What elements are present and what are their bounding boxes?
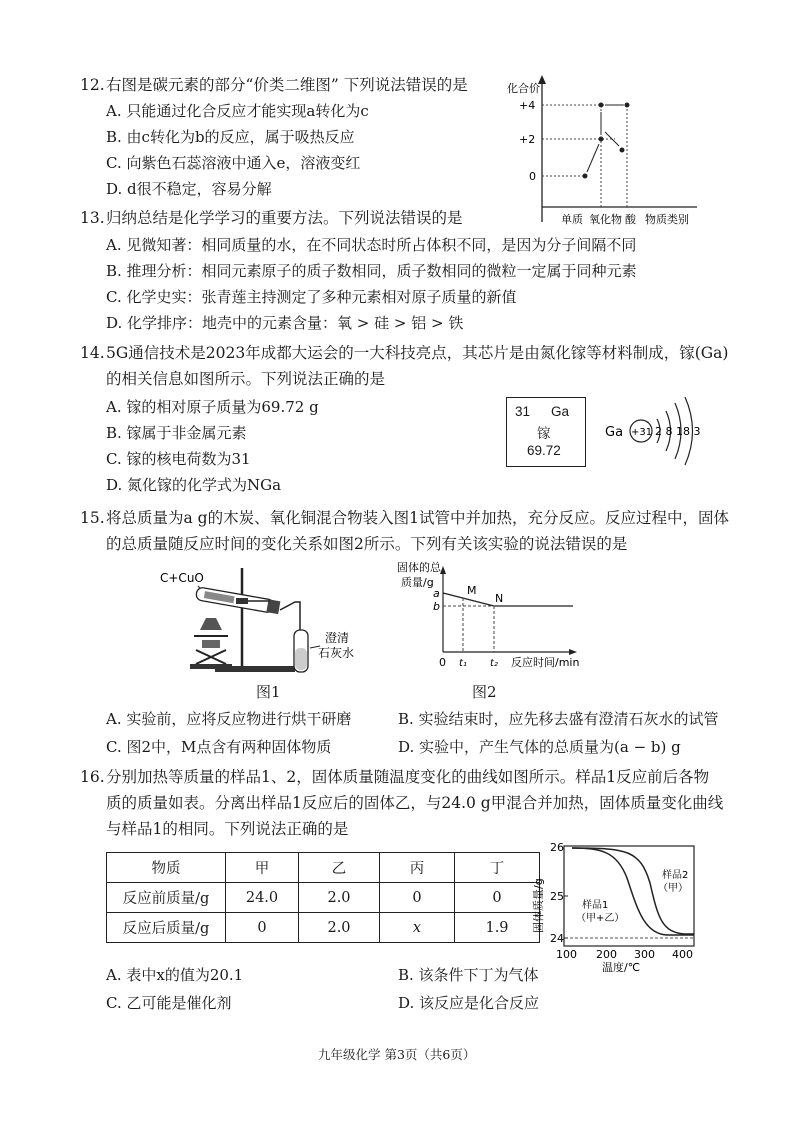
table-cell: 反应前质量/g [107, 883, 226, 913]
q16-stem-line3: 与样品1的相同。下列说法正确的是 [106, 820, 349, 838]
element-atomic-number: 31 [515, 404, 531, 419]
q15-option-c: C. 图2中，M点含有两种固体物质 [106, 738, 332, 756]
q14-number: 14. [80, 344, 105, 362]
q13-stem: 归纳总结是化学学习的重要方法。下列说法错误的是 [106, 209, 463, 227]
table-header-cell: 物质 [107, 853, 226, 883]
q12-xtick-element: 单质 [561, 213, 583, 226]
table-header-row [107, 853, 540, 883]
table-cell: 2.0 [299, 913, 380, 943]
q12-valence-chart [505, 72, 705, 232]
table-cell: 0 [226, 913, 299, 943]
table-cell: 2.0 [299, 883, 380, 913]
fig2-ylabel-line1: 固体的总 [397, 561, 441, 574]
atom-shells: 2 8 18 3 [655, 425, 701, 438]
fig2-label-b: b [433, 600, 440, 613]
element-name: 镓 [537, 426, 551, 441]
q16-legend-sample1-sub: （甲+乙） [576, 913, 625, 924]
q16-option-b: B. 该条件下丁为气体 [398, 966, 539, 984]
q15-stem-line1: 将总质量为a g的木炭、氧化铜混合物装入图1试管中并加热，充分反应。反应过程中，固体 [106, 509, 729, 527]
element-card-ga [506, 397, 586, 467]
table-row [107, 883, 540, 913]
q15-figure2-mass-time-graph [395, 560, 585, 672]
q12-option-a: A. 只能通过化合反应才能实现a转化为c [106, 102, 369, 120]
q15-figure1-apparatus [150, 560, 380, 700]
table-header-cell: 甲 [226, 853, 299, 883]
table-cell: 反应后质量/g [107, 913, 226, 943]
q16-ytick-25: 25 [550, 890, 564, 903]
fig2-point-n: N [495, 592, 504, 605]
q15-option-a: A. 实验前，应将反应物进行烘干研磨 [106, 710, 352, 728]
fig2-xlabel: 反应时间/min [511, 656, 580, 669]
q16-mass-temperature-chart [522, 838, 702, 972]
fig2-label-a: a [433, 587, 440, 600]
q16-stem-line1: 分别加热等质量的样品1、2，固体质量随温度变化的曲线如图所示。样品1反应前后各物 [106, 768, 710, 786]
q12-xtick-acid: 酸 [625, 213, 636, 226]
q13-option-a: A. 见微知著：相同质量的水，在不同状态时所占体积不同，是因为分子间隔不同 [106, 236, 637, 254]
q16-xtick-300: 300 [634, 948, 655, 961]
q12-option-d: D. d很不稳定，容易分解 [106, 180, 272, 198]
q12-option-c: C. 向紫色石蕊溶液中通入e，溶液变红 [106, 154, 361, 172]
q16-option-a: A. 表中x的值为20.1 [106, 966, 244, 984]
q12-stem: 右图是碳元素的部分“价类二维图” 下列说法错误的是 [106, 76, 468, 94]
table-cell: 0 [380, 883, 455, 913]
q15-option-d: D. 实验中，产生气体的总质量为(a − b) g [398, 738, 681, 756]
element-symbol: Ga [551, 404, 570, 419]
q12-option-b: B. 由c转化为b的反应，属于吸热反应 [106, 128, 355, 146]
q12-ytick-2: +2 [519, 133, 536, 146]
atom-symbol: Ga [605, 425, 624, 440]
table-header-cell: 丁 [455, 853, 540, 883]
q16-legend-sample1: 样品1 [582, 900, 609, 911]
ga-atom-structure [600, 395, 712, 471]
q16-number: 16. [80, 768, 105, 786]
q15-fig2-caption: 图2 [472, 683, 497, 701]
fig2-t1: t₁ [459, 658, 467, 669]
table-cell: 0 [455, 883, 540, 913]
fig2-origin: 0 [439, 656, 446, 669]
page-footer: 九年级化学 第3页（共6页） [318, 1047, 476, 1062]
q14-stem-line1: 5G通信技术是2023年成都大运会的一大科技亮点，其芯片是由氮化镓等材料制成，镓(Ga) [106, 344, 729, 362]
fig2-point-m: M [467, 584, 477, 597]
table-cell: x [380, 913, 455, 943]
q12-ytick-4: +4 [519, 99, 536, 112]
table-cell: 24.0 [226, 883, 299, 913]
q16-mass-table [106, 852, 540, 943]
q12-chart-ylabel: 化合价 [507, 82, 540, 95]
q14-option-d: D. 氮化镓的化学式为NGa [106, 476, 282, 494]
q12-number: 12. [80, 76, 105, 94]
table-header-cell: 丙 [380, 853, 455, 883]
atom-nucleus: +31 [631, 427, 653, 438]
q16-option-d: D. 该反应是化合反应 [398, 994, 540, 1012]
q16-legend-sample2: 样品2 [662, 870, 689, 881]
q16-ytick-24: 24 [550, 932, 564, 945]
q12-ytick-0: 0 [529, 170, 536, 183]
table-cell: 1.9 [455, 913, 540, 943]
fig1-label-limewater: 石灰水 [318, 646, 355, 660]
fig2-t2: t₂ [490, 658, 498, 669]
q16-legend-sample2-sub: （甲） [658, 883, 688, 894]
q14-stem-line2: 的相关信息如图所示。下列说法正确的是 [106, 370, 386, 388]
q13-option-b: B. 推理分析：相同元素原子的质子数相同，质子数相同的微粒一定属于同种元素 [106, 262, 637, 280]
fig2-ylabel-line2: 质量/g [401, 576, 434, 589]
table-row [107, 913, 540, 943]
fig1-label-clear: 澄清 [325, 631, 350, 645]
q16-xtick-100: 100 [556, 948, 577, 961]
q13-option-c: C. 化学史实：张青莲主持测定了多种元素相对原子质量的新值 [106, 288, 517, 306]
q16-xlabel: 温度/℃ [602, 961, 641, 972]
fig1-reactant-label: C+CuO [160, 571, 204, 585]
q16-option-c: C. 乙可能是催化剂 [106, 994, 232, 1012]
q16-stem-line2: 质的质量如表。分离出样品1反应后的固体乙，与24.0 g甲混合并加热，固体质量变化曲线 [106, 794, 724, 812]
q13-number: 13. [80, 209, 105, 227]
q16-xtick-200: 200 [596, 948, 617, 961]
q16-xtick-400: 400 [672, 948, 693, 961]
q12-xtick-oxide: 氧化物 [589, 213, 622, 226]
q15-fig1-caption: 图1 [256, 683, 281, 701]
q14-option-a: A. 镓的相对原子质量为69.72 g [106, 398, 319, 416]
q15-number: 15. [80, 509, 105, 527]
q15-stem-line2: 的总质量随反应时间的变化关系如图2所示。下列有关该实验的说法错误的是 [106, 535, 628, 553]
q14-option-b: B. 镓属于非金属元素 [106, 424, 247, 442]
q15-option-b: B. 实验结束时，应先移去盛有澄清石灰水的试管 [398, 710, 719, 728]
q16-ylabel: 固体质量/g [532, 878, 545, 933]
q16-ytick-26: 26 [550, 841, 564, 854]
table-header-cell: 乙 [299, 853, 380, 883]
q14-option-c: C. 镓的核电荷数为31 [106, 450, 251, 468]
element-mass: 69.72 [527, 443, 561, 458]
q13-option-d: D. 化学排序：地壳中的元素含量：氧 > 硅 > 铝 > 铁 [106, 314, 464, 332]
q12-xtick-category: 物质类别 [645, 213, 689, 226]
